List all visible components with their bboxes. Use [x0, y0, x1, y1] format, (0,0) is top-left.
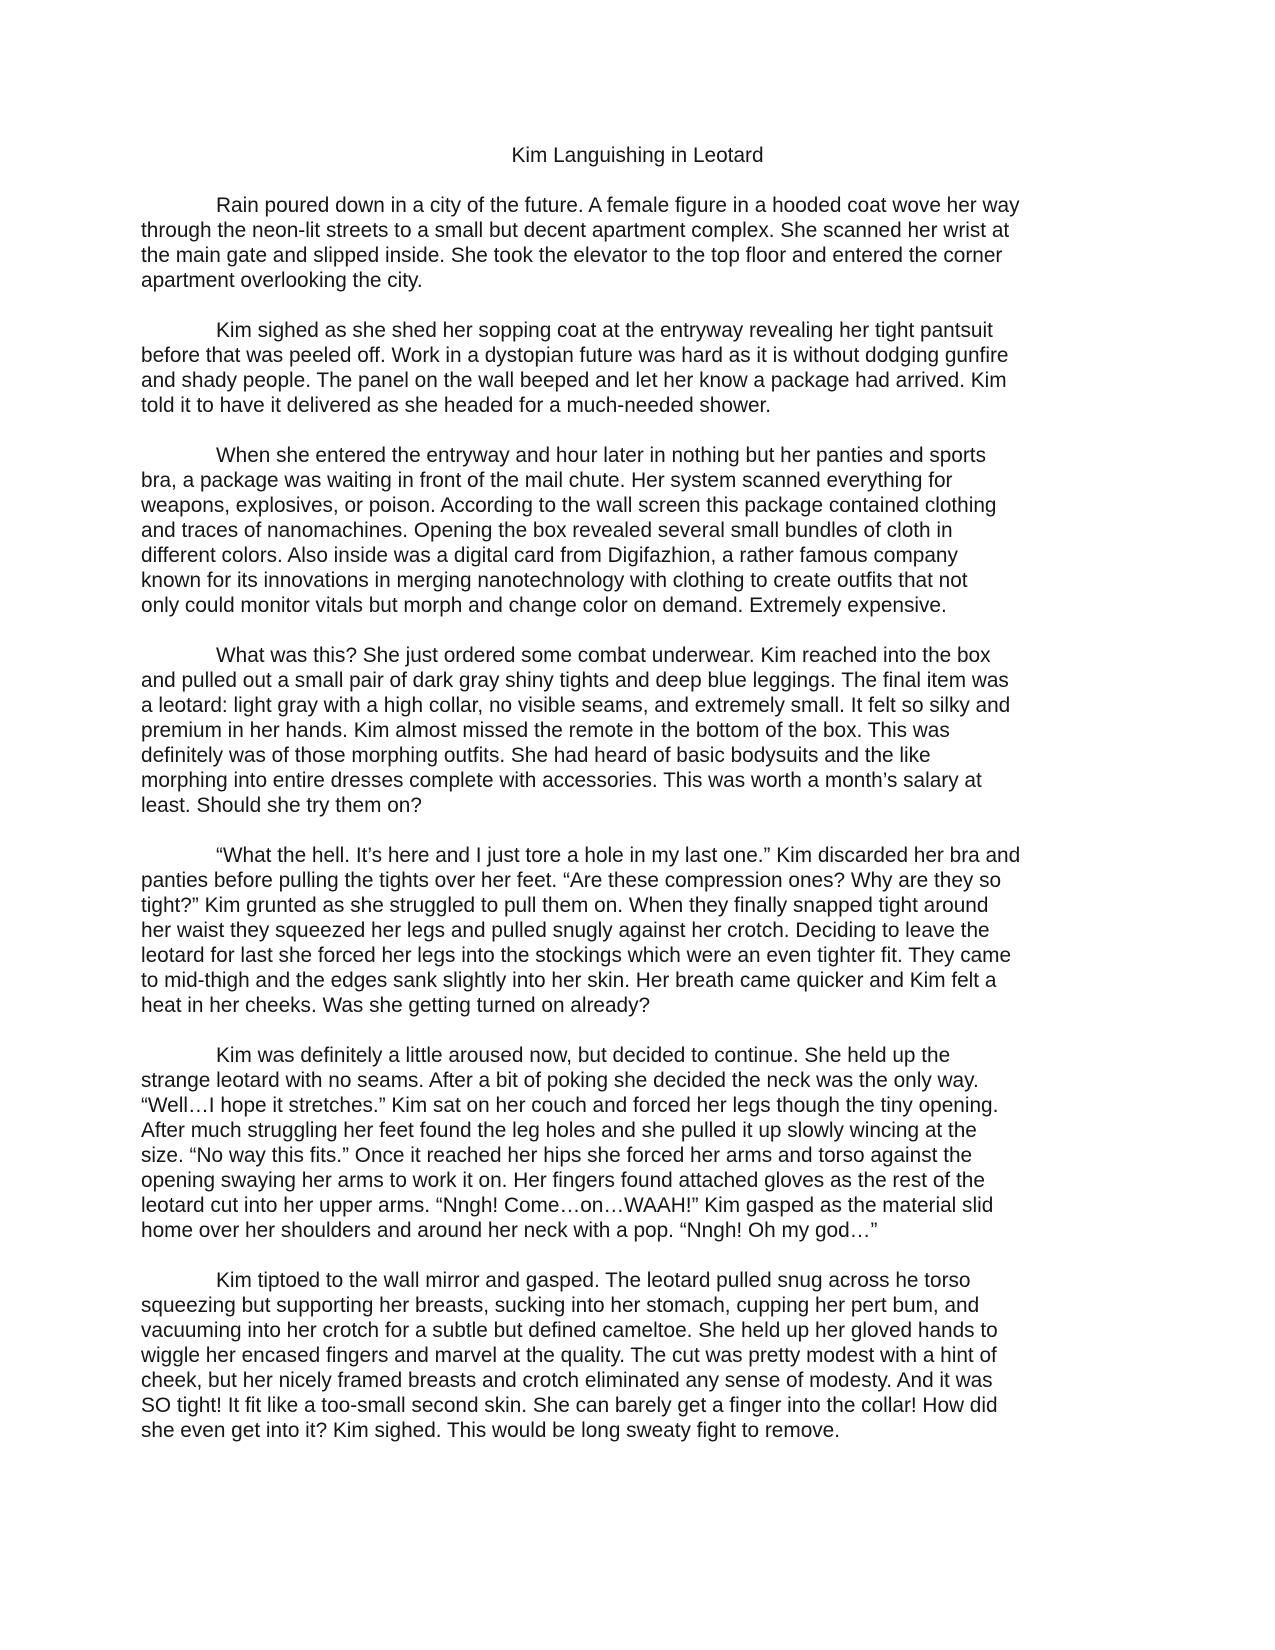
text-line: When she entered the entryway and hour later in nothing but her panties and sports: [216, 444, 986, 467]
text-line: and traces of nanomachines. Opening the box revealed several small bundles of cloth in: [141, 519, 953, 542]
text-line: strange leotard with no seams. After a bit of poking she decided the neck was the only way.: [141, 1069, 979, 1092]
text-line: her waist they squeezed her legs and pulled snugly against her crotch. Deciding to leave the: [141, 919, 990, 942]
text-line: and pulled out a small pair of dark gray shiny tights and deep blue leggings. The final item was: [141, 669, 1009, 692]
text-line: morphing into entire dresses complete with accessories. This was worth a month’s salary at: [141, 769, 982, 792]
text-line: home over her shoulders and around her neck with a pop. “Nngh! Oh my god…”: [141, 1219, 878, 1242]
text-line: squeezing but supporting her breasts, sucking into her stomach, cupping her pert bum, and: [141, 1294, 980, 1317]
text-line: and shady people. The panel on the wall beeped and let her know a package had arrived. Kim: [141, 369, 1007, 392]
text-line: “What the hell. It’s here and I just tore a hole in my last one.” Kim discarded her bra and: [216, 844, 1021, 867]
text-line: panties before pulling the tights over her feet. “Are these compression ones? Why are they so: [141, 869, 1002, 892]
text-line: weapons, explosives, or poison. According to the wall screen this package contained clothing: [141, 494, 997, 517]
text-line: through the neon-lit streets to a small but decent apartment complex. She scanned her wrist at: [141, 219, 1010, 242]
paragraph: [141, 843, 1134, 1018]
text-line: least. Should she try them on?: [141, 794, 422, 817]
text-line: premium in her hands. Kim almost missed the remote in the bottom of the box. This was: [141, 719, 950, 742]
paragraph: [141, 193, 1134, 293]
paragraph: [141, 643, 1134, 818]
text-line: she even get into it? Kim sighed. This would be long sweaty fight to remove.: [141, 1419, 841, 1442]
text-line: Kim was definitely a little aroused now, but decided to continue. She held up the: [216, 1044, 951, 1067]
text-line: bra, a package was waiting in front of the mail chute. Her system scanned everything for: [141, 469, 953, 492]
text-line: tight?” Kim grunted as she struggled to pull them on. When they finally snapped tight around: [141, 894, 989, 917]
text-line: known for its innovations in merging nanotechnology with clothing to create outfits that not: [141, 569, 968, 592]
document-body: [141, 193, 1134, 1443]
page-title: Kim Languishing in Leotard: [511, 144, 764, 167]
text-line: Kim sighed as she shed her sopping coat at the entryway revealing her tight pantsuit: [216, 319, 993, 342]
text-line: size. “No way this fits.” Once it reached her hips she forced her arms and torso against the: [141, 1144, 973, 1167]
text-line: definitely was of those morphing outfits. She had heard of basic bodysuits and the like: [141, 744, 931, 767]
text-line: before that was peeled off. Work in a dystopian future was hard as it is without dodging gunfire: [141, 344, 1009, 367]
paragraph: [141, 1043, 1134, 1243]
text-line: opening swaying her arms to work it on. Her fingers found attached gloves as the rest of the: [141, 1169, 985, 1192]
text-line: wiggle her encased fingers and marvel at the quality. The cut was pretty modest with a hint of: [141, 1344, 997, 1367]
text-line: What was this? She just ordered some combat underwear. Kim reached into the box: [216, 644, 991, 667]
paragraph: [141, 443, 1134, 618]
text-line: leotard cut into her upper arms. “Nngh! Come…on…WAAH!” Kim gasped as the material slid: [141, 1194, 994, 1217]
text-line: a leotard: light gray with a high collar, no visible seams, and extremely small. It felt so silky and: [141, 694, 1011, 717]
text-line: Kim tiptoed to the wall mirror and gasped. The leotard pulled snug across he torso: [216, 1269, 971, 1292]
text-line: the main gate and slipped inside. She took the elevator to the top floor and entered the corner: [141, 244, 1003, 267]
text-line: Rain poured down in a city of the future. A female figure in a hooded coat wove her way: [216, 194, 1020, 217]
paragraph: [141, 1268, 1134, 1443]
text-line: cheek, but her nicely framed breasts and crotch eliminated any sense of modesty. And it was: [141, 1369, 993, 1392]
text-line: to mid-thigh and the edges sank slightly into her skin. Her breath came quicker and Kim felt a: [141, 969, 997, 992]
text-line: After much struggling her feet found the leg holes and she pulled it up slowly wincing at the: [141, 1119, 977, 1142]
text-line: only could monitor vitals but morph and change color on demand. Extremely expensive.: [141, 594, 947, 617]
text-line: vacuuming into her crotch for a subtle but defined cameltoe. She held up her gloved hands to: [141, 1319, 998, 1342]
text-line: SO tight! It fit like a too-small second skin. She can barely get a finger into the collar! How did: [141, 1394, 998, 1417]
text-line: told it to have it delivered as she headed for a much-needed shower.: [141, 394, 772, 417]
text-line: apartment overlooking the city.: [141, 269, 423, 292]
text-line: leotard for last she forced her legs into the stockings which were an even tighter fit. They came: [141, 944, 1012, 967]
text-line: heat in her cheeks. Was she getting turned on already?: [141, 994, 651, 1017]
text-line: different colors. Also inside was a digital card from Digifazhion, a rather famous company: [141, 544, 958, 567]
paragraph: [141, 318, 1134, 418]
text-line: “Well…I hope it stretches.” Kim sat on her couch and forced her legs though the tiny opening.: [141, 1094, 999, 1117]
